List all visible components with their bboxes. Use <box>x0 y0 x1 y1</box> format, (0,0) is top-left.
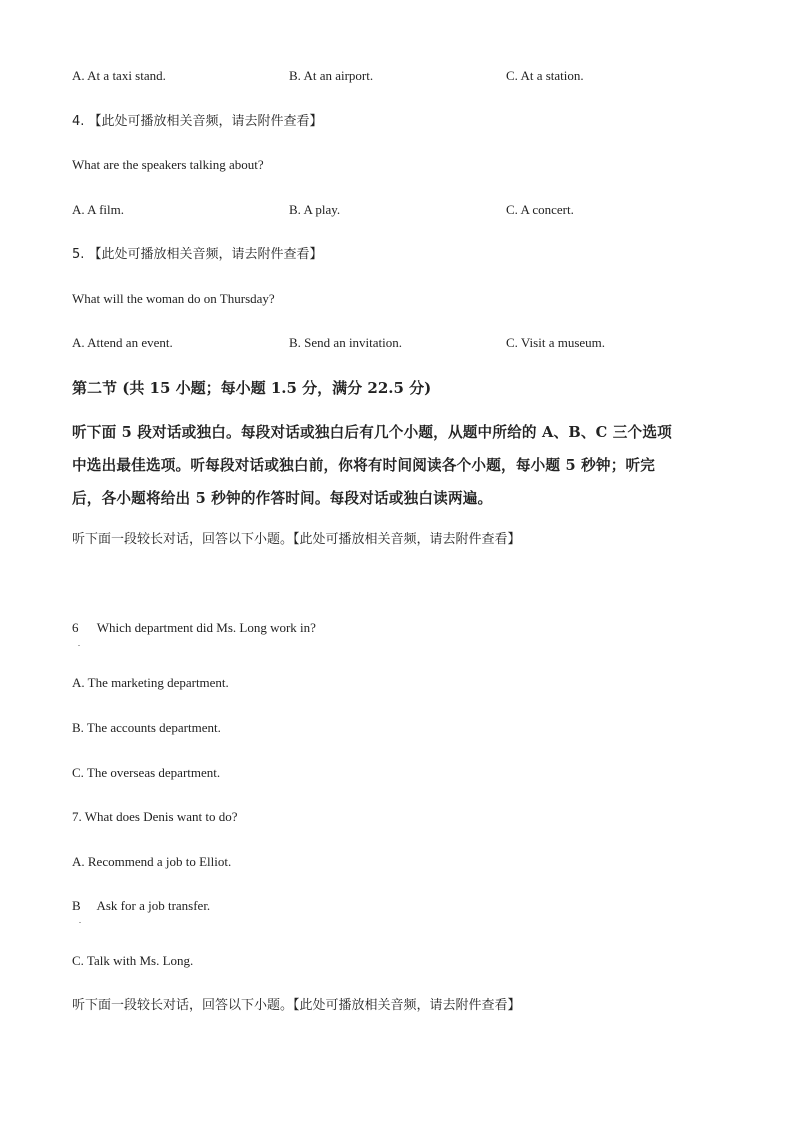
q4-options <box>0 202 794 218</box>
q6-option-a: A. The marketing department. <box>72 675 229 690</box>
q7-option-b-row <box>72 898 210 914</box>
q6-number-dot: . <box>78 639 80 648</box>
q7-question: 7. What does Denis want to do? <box>72 809 238 824</box>
q4-option-b: B. A play. <box>289 202 341 217</box>
q3-option-a: A. At a taxi stand. <box>72 68 166 83</box>
dialogue-intro-2: 听下面一段较长对话，回答以下小题。【此处可播放相关音频，请去附件查看】 <box>72 998 521 1013</box>
q3-option-c: C. At a station. <box>506 68 584 83</box>
q5-header: 5. 【此处可播放相关音频，请去附件查看】 <box>72 247 323 262</box>
q6-question: Which department did Ms. Long work in? <box>96 620 316 635</box>
q6-option-b: B. The accounts department. <box>72 720 221 735</box>
section-title: 第二节 (共 15 小题；每小题 1.5 分，满分 22.5 分) <box>72 379 432 397</box>
section-instructions <box>72 416 724 515</box>
dialogue-intro: 听下面一段较长对话，回答以下小题。【此处可播放相关音频，请去附件查看】 <box>72 532 521 547</box>
q5-option-c: C. Visit a museum. <box>506 335 606 350</box>
q7-option-a: A. Recommend a job to Elliot. <box>72 854 232 869</box>
q4-option-a: A. A film. <box>72 202 125 217</box>
instruction-line: 听下面 5 段对话或独白。每段对话或独白后有几个小题，从题中所给的 A、B、C 三个选项 <box>72 424 672 441</box>
q7-option-b-letter: B <box>72 898 81 913</box>
q4-option-c: C. A concert. <box>506 202 574 217</box>
q3-option-b: B. At an airport. <box>289 68 374 83</box>
q4-question: What are the speakers talking about? <box>72 157 264 172</box>
q4-header: 4. 【此处可播放相关音频，请去附件查看】 <box>72 114 323 129</box>
q7-option-c: C. Talk with Ms. Long. <box>72 953 194 968</box>
instruction-line: 中选出最佳选项。听每段对话或独白前，你将有时间阅读各个小题，每小题 5 秒钟；听完 <box>72 457 656 474</box>
q5-option-a: A. Attend an event. <box>72 335 173 350</box>
q6-option-c: C. The overseas department. <box>72 765 221 780</box>
q5-option-b: B. Send an invitation. <box>289 335 403 350</box>
q6-number: 6 <box>72 620 79 635</box>
q3-options <box>0 68 794 84</box>
q5-options <box>0 335 794 351</box>
q5-question: What will the woman do on Thursday? <box>72 291 275 306</box>
q6-question-row <box>72 620 316 636</box>
q7-b-dot: . <box>79 916 81 925</box>
q7-option-b-text: Ask for a job transfer. <box>96 898 211 913</box>
instruction-line: 后，各小题将给出 5 秒钟的作答时间。每段对话或独白读两遍。 <box>72 490 493 507</box>
